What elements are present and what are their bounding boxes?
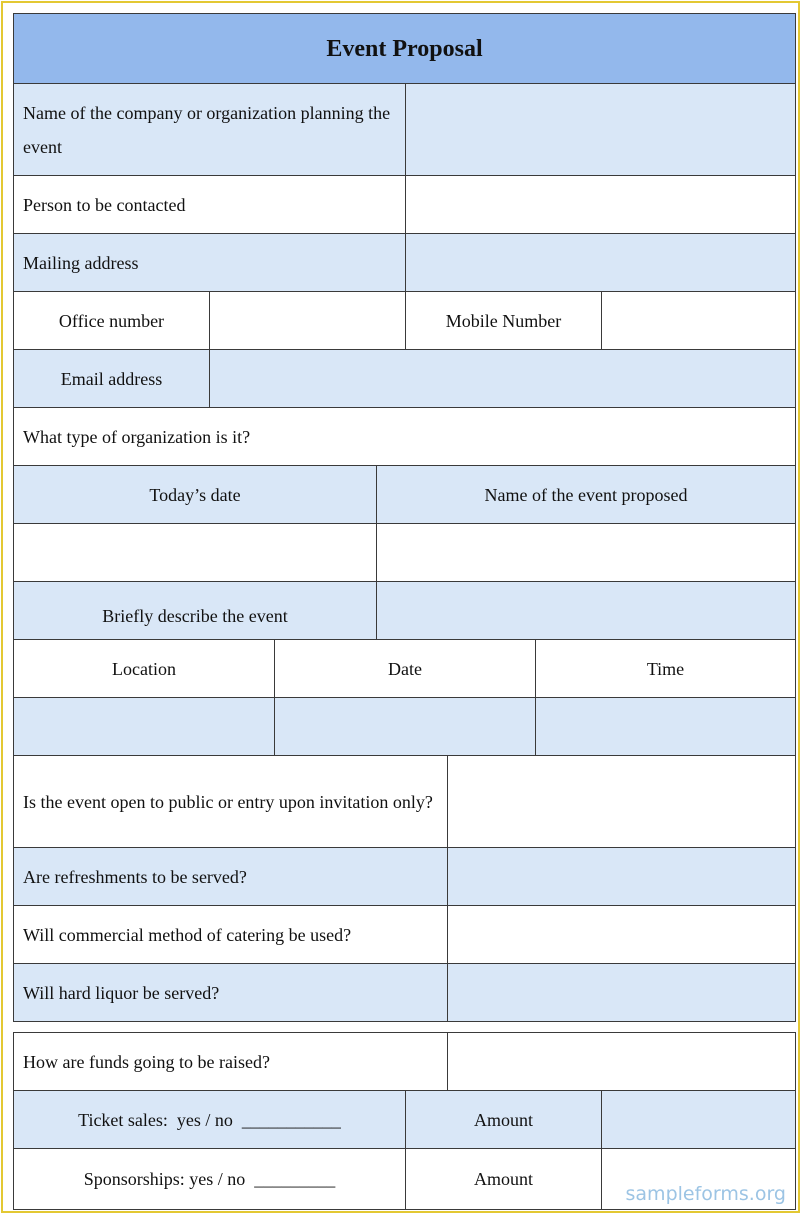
- liquor-label-text: Will hard liquor be served?: [23, 982, 220, 1003]
- describe-label: [13, 581, 377, 640]
- todays-date-label: [13, 465, 377, 524]
- contact-field[interactable]: [405, 175, 796, 234]
- watermark: sampleforms.org: [625, 1183, 786, 1205]
- open-public-field[interactable]: [447, 755, 796, 848]
- mobile-label-text: Mobile Number: [445, 310, 562, 331]
- event-name-field[interactable]: [376, 523, 796, 582]
- office-field[interactable]: [209, 291, 406, 350]
- refreshments-label-text: Are refreshments to be served?: [23, 866, 247, 887]
- describe-label-text: Briefly describe the event: [102, 606, 288, 626]
- date-field[interactable]: [274, 697, 536, 756]
- location-label: [13, 639, 275, 698]
- date-label-text: Date: [388, 658, 422, 679]
- refreshments-label: [13, 847, 448, 906]
- email-label-text: Email address: [60, 368, 163, 389]
- catering-label: [13, 905, 448, 964]
- todays-date-label-text: Today’s date: [149, 484, 241, 505]
- ticket-sales-label-text: Ticket sales: yes / no ___________: [78, 1109, 341, 1130]
- form-frame: [1, 1, 800, 1213]
- funds-label-text: How are funds going to be raised?: [23, 1051, 270, 1072]
- ticket-amount-field[interactable]: [601, 1090, 796, 1149]
- liquor-label: [13, 963, 448, 1022]
- funds-label: [13, 1032, 448, 1091]
- describe-field[interactable]: [376, 581, 796, 640]
- mailing-label: [13, 233, 406, 292]
- company-label: [13, 83, 406, 176]
- open-public-label: [13, 755, 448, 848]
- catering-label-text: Will commercial method of catering be used?: [23, 924, 352, 945]
- form-title-text: Event Proposal: [326, 35, 483, 62]
- mobile-label: [405, 291, 602, 350]
- company-label-text: Name of the company or organization planning the event: [23, 102, 391, 157]
- mobile-field[interactable]: [601, 291, 796, 350]
- office-label: [13, 291, 210, 350]
- office-label-text: Office number: [58, 310, 165, 331]
- todays-date-field[interactable]: [13, 523, 377, 582]
- event-name-label-text: Name of the event proposed: [484, 484, 688, 505]
- amount-label-1: [405, 1090, 602, 1149]
- org-type-row[interactable]: [13, 407, 796, 466]
- location-field[interactable]: [13, 697, 275, 756]
- time-field[interactable]: [535, 697, 796, 756]
- liquor-field[interactable]: [447, 963, 796, 1022]
- org-type-label: What type of organization is it?: [23, 426, 251, 447]
- mailing-field[interactable]: [405, 233, 796, 292]
- contact-label: [13, 175, 406, 234]
- refreshments-field[interactable]: [447, 847, 796, 906]
- open-public-label-text: Is the event open to public or entry upon invitation only?: [23, 791, 433, 812]
- company-field[interactable]: [405, 83, 796, 176]
- email-field[interactable]: [209, 349, 796, 408]
- ticket-sales-label[interactable]: [13, 1090, 406, 1149]
- form-title: [13, 13, 796, 84]
- time-label-text: Time: [646, 658, 685, 679]
- location-label-text: Location: [112, 658, 176, 679]
- email-label: [13, 349, 210, 408]
- sponsorship-label-text: Sponsorships: yes / no _________: [83, 1169, 336, 1189]
- amount-label-1-text: Amount: [473, 1109, 533, 1130]
- sponsorship-label[interactable]: [13, 1148, 406, 1210]
- funds-field[interactable]: [447, 1032, 796, 1091]
- date-label: [274, 639, 536, 698]
- catering-field[interactable]: [447, 905, 796, 964]
- mailing-label-text: Mailing address: [23, 252, 139, 273]
- amount-label-2: [405, 1148, 602, 1210]
- time-label: [535, 639, 796, 698]
- contact-label-text: Person to be contacted: [23, 194, 186, 215]
- amount-label-2-text: Amount: [473, 1169, 533, 1189]
- event-name-label: [376, 465, 796, 524]
